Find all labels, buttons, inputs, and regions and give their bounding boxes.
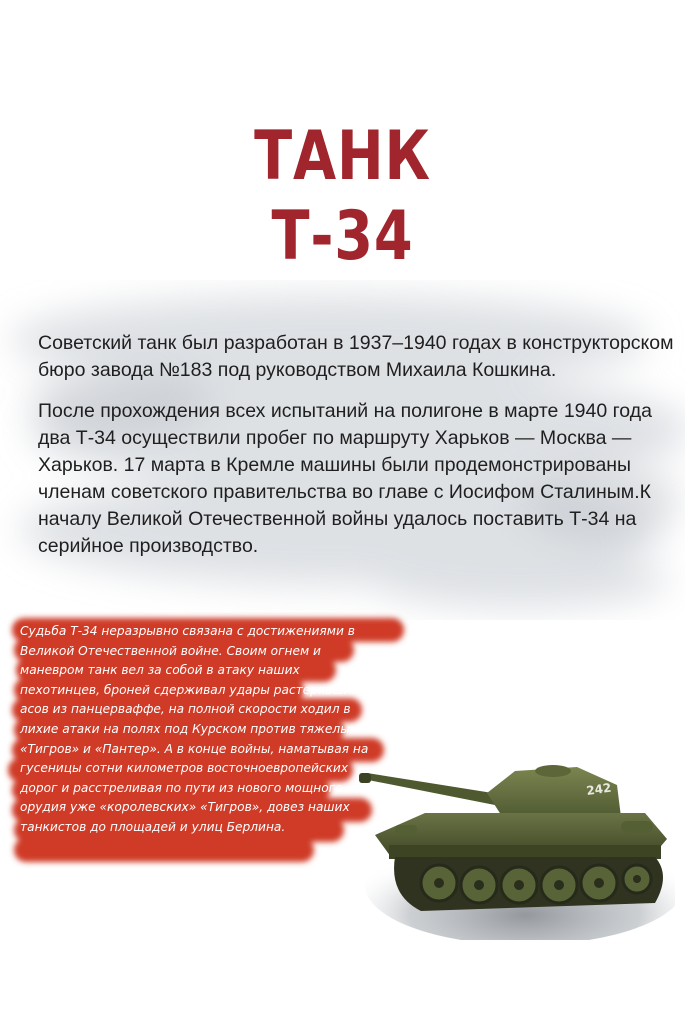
intro-paragraph-2: После прохождения всех испытаний на полигоне в марте 1940 года два Т-34 осуществили пробег по маршруту Харьков — Москва — Харьков. 17 марта в Кремле машины были продемонстрированы членам советского правительства во главе с Иосифом Сталиным.К началу Великой Отечественной войны удалось поставить Т-34 на серийное производство.: [38, 400, 652, 557]
intro-text: [38, 330, 678, 574]
tank-illustration-icon: [355, 735, 675, 940]
title-line-1: ТАНК: [254, 117, 431, 196]
story-text: Судьба Т-34 неразрывно связана с достижениями в Великой Отечественной войне. Своим огнем и маневром танк вел за собой в атаку наших пехотинцев, броней сдерживал удары растерявшихся асов из панцерваффе, на полной скорости ходил в лихие атаки на полях под Курском против тяжелых «Тигров» и «Пантер». А в конце войны, наматывая на гусеницы сотни километров восточноевропейских дорог и расстреливая по пути из нового мощного орудия уже «королевских» «Тигров», довез наших танкистов до площадей и улиц Берлина.: [20, 624, 373, 834]
title-line-2: Т-34: [271, 197, 414, 276]
svg-text:242: 242: [585, 780, 613, 798]
intro-paragraph-1: Советский танк был разработан в 1937–1940 годах в конструкторском бюро завода №183 под руководством Михаила Кошкина.: [38, 332, 674, 381]
